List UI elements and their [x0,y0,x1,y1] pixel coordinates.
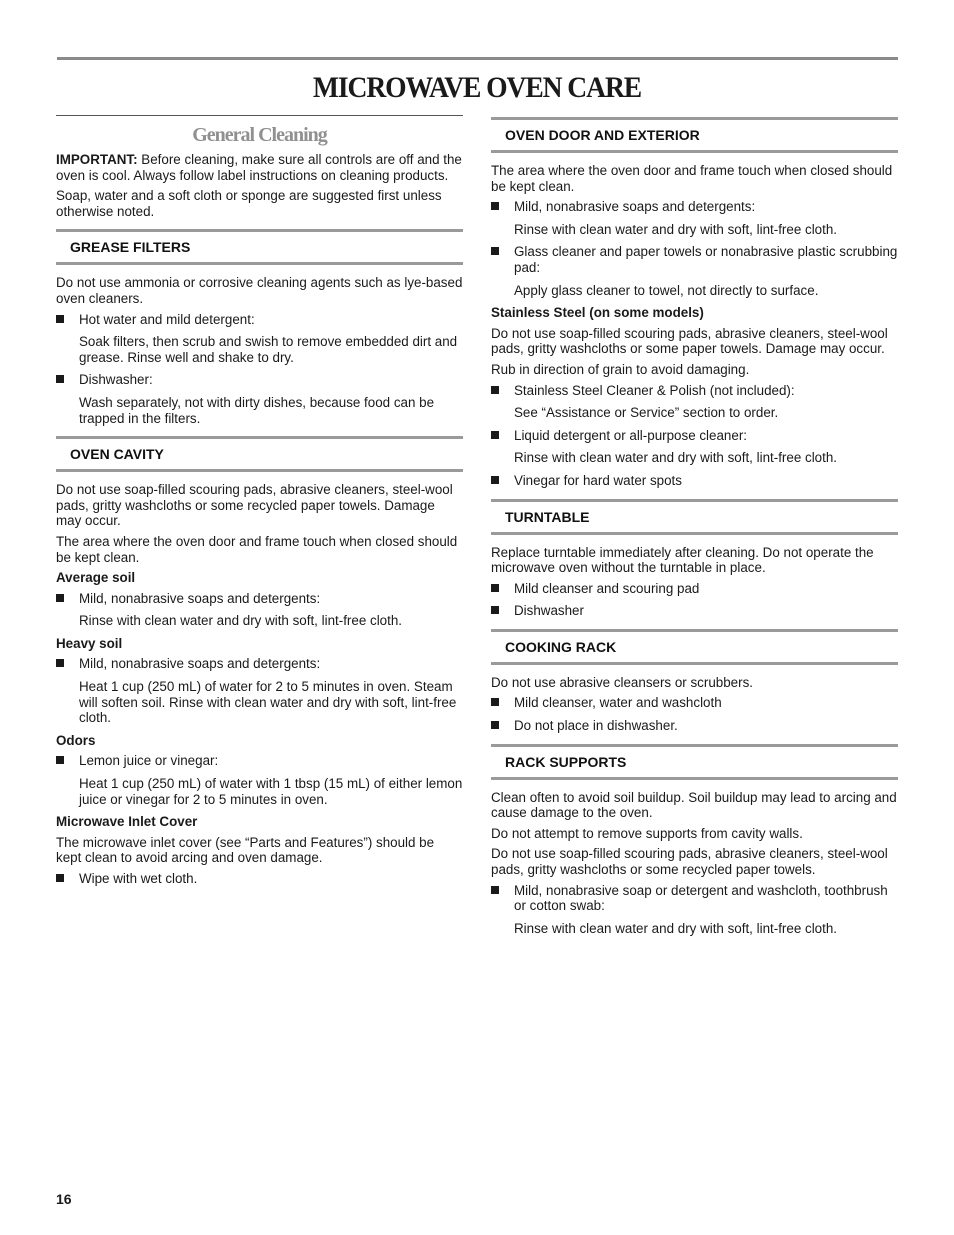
list-item: Mild cleanser and scouring pad [491,581,898,597]
right-column [491,115,898,943]
list-item: Wipe with wet cloth. [56,871,463,887]
list-item: Mild cleanser, water and washcloth [491,695,898,711]
bullet-square-icon [491,247,499,255]
list-item: Stainless Steel Cleaner & Polish (not included): [491,383,898,399]
bullet-square-icon [56,375,64,383]
important-text: Before cleaning, make sure all controls are off and the oven is cool. Always follow label instructions on cleaning products. [56,152,462,183]
list-item-detail: Apply glass cleaner to towel, not directly to surface. [514,282,819,298]
list-item: Mild, nonabrasive soap or detergent and washcloth, toothbrush or cotton swab: [491,883,898,914]
bullet-square-icon [491,584,499,592]
list-item: Dishwasher: [56,372,463,388]
list-item: Mild, nonabrasive soaps and detergents: [491,199,898,215]
list-item-detail: Heat 1 cup (250 mL) of water with 1 tbsp (15 mL) of either lemon juice or vinegar for 2 to 5 minutes in oven. [79,776,463,807]
list-item: Vinegar for hard water spots [491,473,898,489]
list-item: Glass cleaner and paper towels or nonabrasive plastic scrubbing pad: [491,244,898,275]
grease-intro: Do not use ammonia or corrosive cleaning agents such as lye-based oven cleaners. [56,275,463,306]
turntable-intro: Replace turntable immediately after cleaning. Do not operate the microwave oven without the turntable in place. [491,544,874,576]
list-item-detail: Heat 1 cup (250 mL) of water for 2 to 5 minutes in oven. Steam will soften soil. Rinse with clean water and dry with soft, lint-free cloth. [79,679,457,726]
list-item-detail: Rinse with clean water and dry with soft, lint-free cloth. [79,613,403,629]
supports-paragraph: Clean often to avoid soil buildup. Soil buildup may lead to arcing and cause damage to the oven. [491,789,897,821]
list-item-detail: Rinse with clean water and dry with soft, lint-free cloth. [514,920,838,936]
rack-supports-section [491,744,898,937]
list-item-detail: Soak filters, then scrub and swish to remove embedded dirt and grease. Rinse well and shake to dry. [79,334,458,365]
cavity-paragraph: The area where the oven door and frame touch when closed should be kept clean. [56,533,458,565]
section-heading: OVEN DOOR AND EXTERIOR [491,117,898,153]
general-cleaning-rule [56,115,463,116]
important-note [56,152,463,183]
subheading-inlet-cover: Microwave Inlet Cover [56,814,198,830]
supports-paragraph: Do not use soap-filled scouring pads, abrasive cleaners, steel-wool pads, gritty washcloths or some recycled paper towels. [491,846,888,878]
bullet-square-icon [491,721,499,729]
section-heading: TURNTABLE [491,499,898,535]
list-item: Dishwasher [491,603,898,619]
bullet-square-icon [491,202,499,210]
list-item: Lemon juice or vinegar: [56,753,463,769]
list-item: Mild, nonabrasive soaps and detergents: [56,591,463,607]
bullet-square-icon [491,698,499,706]
list-item: Liquid detergent or all-purpose cleaner: [491,428,898,444]
page-number: 16 [56,1191,72,1207]
list-item-detail: Wash separately, not with dirty dishes, because food can be trapped in the filters. [79,394,435,426]
cavity-paragraph: Do not use soap-filled scouring pads, abrasive cleaners, steel-wool pads, gritty washcloths or some recycled paper towels. Damage may occur. [56,482,453,529]
rack-intro: Do not use abrasive cleansers or scrubbers. [491,674,753,690]
supports-paragraph: Do not attempt to remove supports from cavity walls. [491,825,803,841]
list-item-detail: See “Assistance or Service” section to order. [514,405,779,421]
oven-door-section [491,117,898,489]
left-column [56,115,463,894]
bullet-square-icon [56,594,64,602]
list-item-detail: Rinse with clean water and dry with soft, lint-free cloth. [514,450,838,466]
section-heading: GREASE FILTERS [56,229,463,265]
grease-filters-section [56,229,463,426]
bullet-square-icon [491,386,499,394]
bullet-square-icon [56,315,64,323]
top-rule [57,57,898,60]
section-heading: COOKING RACK [491,629,898,665]
subheading-odors: Odors [56,732,96,748]
door-intro: The area where the oven door and frame touch when closed should be kept clean. [491,163,893,194]
general-cleaning-title: General Cleaning [192,124,327,146]
subheading-stainless-steel: Stainless Steel (on some models) [491,305,704,321]
inlet-paragraph: The microwave inlet cover (see “Parts and Features”) should be kept clean to avoid arcing and oven damage. [56,834,435,866]
bullet-square-icon [56,874,64,882]
bullet-square-icon [491,431,499,439]
section-heading: OVEN CAVITY [56,436,463,472]
steel-paragraph: Do not use soap-filled scouring pads, abrasive cleaners, steel-wool pads, gritty washcloths or some paper towels. Damage may occur. [491,325,888,357]
page-title: MICROWAVE OVEN CARE [312,71,642,104]
bullet-square-icon [491,476,499,484]
oven-cavity-section [56,436,463,886]
section-heading: RACK SUPPORTS [491,744,898,780]
turntable-section [491,499,898,619]
subheading-heavy-soil: Heavy soil [56,635,123,651]
cooking-rack-section [491,629,898,734]
list-item: Do not place in dishwasher. [491,718,898,734]
bullet-square-icon [56,756,64,764]
list-item: Hot water and mild detergent: [56,312,463,328]
bullet-square-icon [491,886,499,894]
list-item-detail: Rinse with clean water and dry with soft, lint-free cloth. [514,221,838,237]
list-item: Mild, nonabrasive soaps and detergents: [56,656,463,672]
bullet-square-icon [491,606,499,614]
bullet-square-icon [56,659,64,667]
steel-paragraph: Rub in direction of grain to avoid damaging. [491,361,750,377]
important-label: IMPORTANT: [56,152,138,167]
subheading-average-soil: Average soil [56,570,136,586]
soap-note: Soap, water and a soft cloth or sponge are suggested first unless otherwise noted. [56,188,442,219]
